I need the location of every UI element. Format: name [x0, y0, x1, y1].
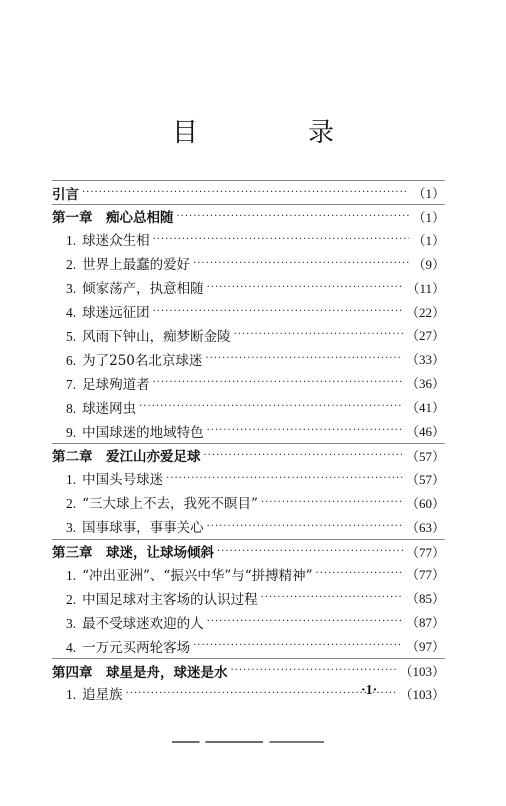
toc-entry-number: 6. [66, 352, 77, 368]
toc-entry-title: 国事球事，事事关心 [82, 520, 204, 537]
toc-chapter-entry [52, 658, 445, 682]
toc-entry-page: （85） [405, 591, 445, 607]
toc-entry-label [52, 206, 174, 226]
dot-leader [139, 401, 403, 412]
toc-entry-label [52, 183, 79, 203]
toc-entry-page: （11） [406, 280, 445, 296]
toc-entry-number: 5. [66, 328, 77, 344]
toc-entry-label [52, 349, 202, 369]
dot-leader [193, 640, 403, 651]
toc-section-entry [52, 228, 445, 251]
toc-entry-title: 第一章 痴心总相随 [52, 210, 174, 227]
toc-section-entry [52, 515, 445, 538]
toc-entry-title: 第四章 球星是舟，球迷是水 [52, 664, 228, 681]
dot-leader [207, 521, 403, 532]
toc-entry-page: （77） [405, 567, 445, 583]
toc-entry-label [52, 229, 150, 249]
toc-entry-number: 2. [66, 496, 77, 512]
toc-entry-label [52, 612, 204, 632]
toc-entry-number: 4. [66, 305, 77, 320]
dot-leader [261, 497, 403, 508]
toc-section-entry [52, 323, 445, 346]
toc-entry-number: 2. [66, 591, 77, 607]
dot-leader [231, 665, 397, 676]
toc-entry-page: （9） [412, 256, 445, 272]
toc-section-entry [52, 371, 445, 394]
toc-entry-number: 3. [66, 615, 77, 631]
toc-entry-label [52, 683, 123, 703]
toc-entry-label [52, 588, 258, 608]
toc-entry-label [52, 541, 214, 561]
dot-leader [153, 306, 403, 317]
toc-entry-page: （77） [405, 544, 445, 560]
dot-leader [193, 258, 409, 269]
dot-leader [205, 353, 403, 364]
toc-entry-label [52, 277, 204, 297]
toc-section-entry [52, 586, 445, 609]
toc-entry-page: （27） [405, 328, 445, 344]
dot-leader [153, 377, 403, 388]
toc-entry-page: （1） [412, 232, 445, 248]
toc-section-entry [52, 682, 445, 705]
dot-leader [207, 425, 403, 436]
toc-entry-title: 中国头号球迷 [82, 472, 164, 489]
toc-section-entry [52, 347, 445, 370]
toc-entry-label [52, 564, 313, 584]
toc-entry-number: 9. [66, 424, 77, 440]
dot-leader [316, 568, 403, 579]
toc-entry-number: 1. [66, 472, 77, 488]
toc-entry-page: （57） [405, 471, 445, 487]
toc-entry-number: 1. [66, 687, 77, 703]
toc-entry-title: 中国足球对主客场的认识过程 [82, 591, 258, 608]
toc-section-entry [52, 300, 445, 323]
toc-entry-title: 引言 [52, 186, 79, 203]
toc-entry-number: 3. [66, 281, 77, 297]
dot-leader [207, 282, 404, 293]
toc-entry-label [52, 516, 204, 536]
dot-leader [234, 329, 403, 340]
toc-section-entry [52, 562, 445, 585]
toc-entry-page: （63） [405, 519, 445, 535]
toc-entry-title: 倾家荡产，执意相随 [82, 281, 204, 298]
dot-leader [207, 616, 403, 627]
toc-entry-title: “三大球上不去，我死不瞑目” [82, 496, 258, 513]
toc-entry-title: 风雨下钟山，痴梦断金陵 [82, 328, 231, 345]
toc-entry-title: 世界上最蠢的爱好 [82, 257, 191, 274]
toc-entry-page: （60） [405, 495, 445, 511]
toc-entry-page: （41） [405, 400, 445, 416]
toc-entry-page: （97） [405, 639, 445, 655]
toc-entry-title: 足球殉道者 [82, 376, 150, 393]
toc-entry-label [52, 468, 163, 488]
toc-entry-page: （33） [405, 352, 445, 368]
toc-entry-page: （36） [405, 376, 445, 392]
toc-entry-title: 球迷众生相 [82, 233, 150, 250]
toc-chapter-entry [52, 539, 445, 563]
page-number: ·1· [361, 683, 378, 698]
toc-entry-label [52, 661, 228, 681]
toc-entry-page: （46） [405, 424, 445, 439]
dot-leader [177, 211, 410, 222]
toc-entry-label [52, 397, 136, 417]
dot-leader [217, 546, 403, 557]
toc-section-entry [52, 252, 445, 275]
toc-entry-number: 1. [66, 567, 77, 583]
toc-entry-number: 2. [66, 257, 77, 273]
toc-entry-title: 中国球迷的地域特色 [82, 424, 204, 441]
toc-entry-label [52, 636, 190, 656]
toc-section-entry [52, 610, 445, 633]
toc-entry-title: 一万元买两轮客场 [82, 639, 191, 656]
toc-entry-page: （22） [405, 304, 445, 320]
dot-leader [166, 473, 403, 484]
toc-entry-label [52, 421, 204, 441]
dot-leader [261, 592, 403, 603]
toc-section-entry [52, 467, 445, 490]
toc-entry-number: 1. [66, 233, 77, 249]
toc-entry-title: 追星族 [82, 687, 123, 704]
toc-entry-label [52, 492, 258, 512]
toc-section-entry [52, 276, 445, 299]
toc-entry-title: “冲出亚洲”、“振兴中华”与“拼搏精神” [82, 567, 313, 584]
toc-section-entry [52, 395, 445, 418]
toc-entry-number: 4. [66, 639, 77, 655]
toc-entry-page: （57） [405, 448, 445, 464]
toc-entry-label [52, 373, 150, 393]
toc-entry-page: （103） [399, 686, 445, 702]
toc-section-entry [52, 634, 445, 657]
toc-entry-number: 8. [66, 400, 77, 416]
toc-entry-title: 为了250名北京球迷 [82, 352, 203, 369]
dot-leader [204, 450, 403, 461]
toc-entry-title: 球迷网虫 [82, 400, 137, 417]
toc-entry-page: （1） [412, 209, 445, 225]
toc-entry-number: 3. [66, 520, 77, 536]
scan-artifact-line [172, 741, 324, 743]
page-title: 目 录 [171, 118, 376, 148]
toc-entry-title: 第二章 爱江山亦爱足球 [52, 449, 201, 466]
toc-entry-label [52, 325, 231, 345]
toc-entry-title: 最不受球迷欢迎的人 [82, 615, 204, 632]
toc-entry-label [52, 301, 150, 321]
toc-section-entry [52, 419, 445, 442]
toc-entry-title: 第三章 球迷，让球场倾斜 [52, 545, 214, 561]
toc-chapter-entry [52, 204, 445, 228]
toc-section-entry [52, 491, 445, 514]
toc-entry-title: 球迷远征团 [82, 305, 150, 321]
toc-entry-label [52, 253, 190, 273]
toc-entry-page: （103） [399, 664, 445, 679]
toc-chapter-entry [52, 180, 445, 204]
dot-leader [82, 187, 409, 198]
dot-leader [153, 234, 410, 245]
toc-entry-label [52, 445, 201, 465]
toc-entry-page: （87） [405, 615, 445, 631]
dot-leader [126, 688, 397, 699]
toc-entry-page: （1） [412, 186, 445, 201]
toc-entry-number: 7. [66, 376, 77, 392]
toc-chapter-entry [52, 443, 445, 467]
